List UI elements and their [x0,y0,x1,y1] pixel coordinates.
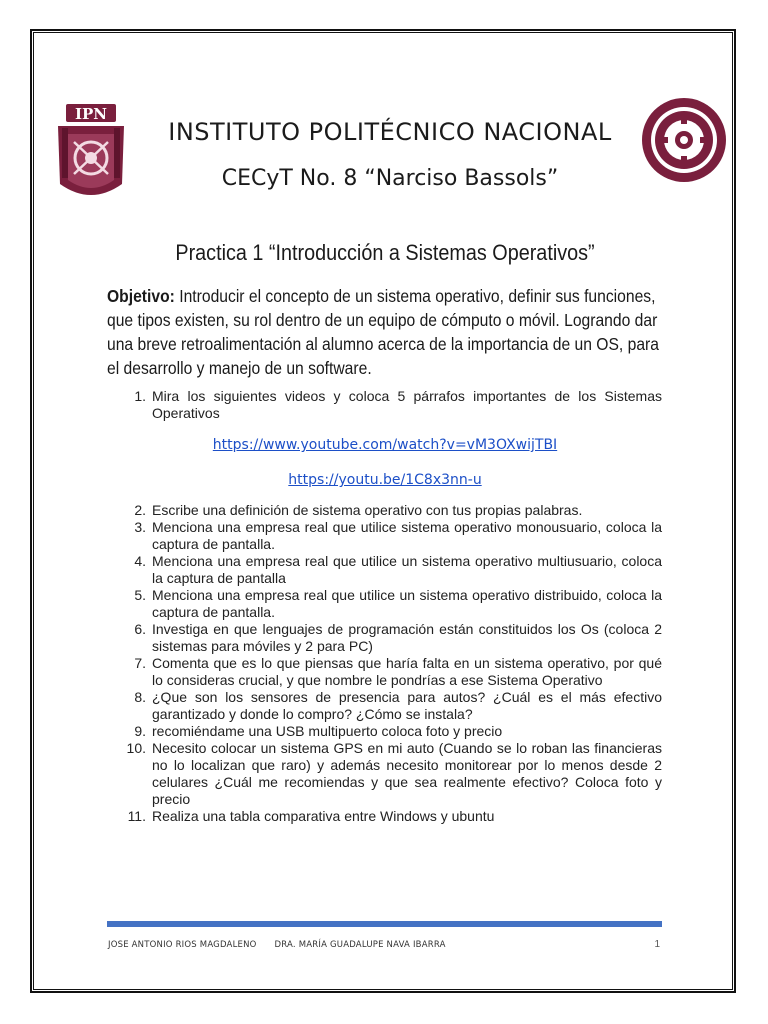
list-item [122,808,662,825]
list-item-number: 8. [134,689,146,705]
list-item-text: Menciona una empresa real que utilice un sistema operativo multiusuario, coloca la captura de pantalla [152,553,662,586]
list-item [122,740,662,808]
list-item-number: 4. [134,553,146,569]
list-item-text: Comenta que es lo que piensas que haría falta en un sistema operativo, por qué lo consideras crucial, y que nombre le pondrías a ese Sistema Operativo [152,655,662,688]
footer-teacher: DRA. MARÍA GUADALUPE NAVA IBARRA [274,940,446,950]
youtube-link-1[interactable]: https://www.youtube.com/watch?v=vM3OXwijTBI [212,437,558,453]
list-item-number: 7. [134,655,146,671]
list-item-number: 11. [127,808,146,824]
list-item-text: Escribe una definición de sistema operativo con tus propias palabras. [152,502,583,518]
list-item [122,553,662,587]
list-item [122,519,662,553]
cecyt-logo [640,96,728,184]
instructions-list [122,502,662,825]
list-item-text: Necesito colocar un sistema GPS en mi auto (Cuando se lo roban las financieras no lo localizan que raro) y además necesito monitorear por lo menos desde 2 celulares ¿Cuál me recomiendas y que sea realmente efectivo? Coloca foto y precio [152,740,662,807]
list-item-number: 1. [134,388,146,404]
list-item-text: recomiéndame una USB multipuerto coloca foto y precio [152,723,503,739]
list-item-number: 9. [134,723,146,739]
ipn-logo [52,98,130,208]
list-item-text: Realiza una tabla comparativa entre Windows y ubuntu [152,808,495,824]
list-item-number: 10. [126,740,146,756]
list-item-text: ¿Que son los sensores de presencia para autos? ¿Cuál es el más efectivo garantizado y donde lo compro? ¿Cómo se instala? [152,689,662,722]
footer-rule [107,921,662,927]
practice-title: Practica 1 “Introducción a Sistemas Operativos” [175,240,595,265]
school-title: CECyT No. 8 “Narciso Bassols” [221,166,559,191]
institution-title: INSTITUTO POLITÉCNICO NACIONAL [168,118,612,146]
list-item [122,587,662,621]
footer-author: JOSE ANTONIO RIOS MAGDALENO [108,940,257,950]
list-item-text: Investiga en que lenguajes de programación están constituidos los Os (coloca 2 sistemas para móviles y 2 para PC) [152,621,662,654]
list-item-text: Mira los siguientes videos y coloca 5 párrafos importantes de los Sistemas Operativos [152,388,662,421]
page-number: 1 [654,939,660,950]
list-item-number: 6. [134,621,146,637]
list-item [122,388,662,422]
list-item-text: Menciona una empresa real que utilice sistema operativo monousuario, coloca la captura de pantalla. [152,519,662,552]
list-item-number: 2. [134,502,146,518]
objective-text: Introducir el concepto de un sistema operativo, definir sus funciones, que tipos existen, su rol dentro de un equipo de cómputo o móvil. Logrando dar una breve retroalimentación al alumno acerca de la importancia de un OS, para el desarrollo y manejo de un software. [107,286,659,378]
ipn-logo-text: IPN [74,105,108,123]
footer-names [108,940,464,950]
list-item [122,621,662,655]
list-item [122,689,662,723]
objective-paragraph [107,284,662,380]
list-item-number: 3. [134,519,146,535]
objective-label: Objetivo: [107,286,175,306]
list-item [122,723,662,740]
list-item-number: 5. [134,587,146,603]
list-item [122,502,662,519]
list-item-text: Menciona una empresa real que utilice un sistema operativo distribuido, coloca la captura de pantalla. [152,587,662,620]
youtube-link-2[interactable]: https://youtu.be/1C8x3nn-u [288,472,482,488]
list-item [122,655,662,689]
